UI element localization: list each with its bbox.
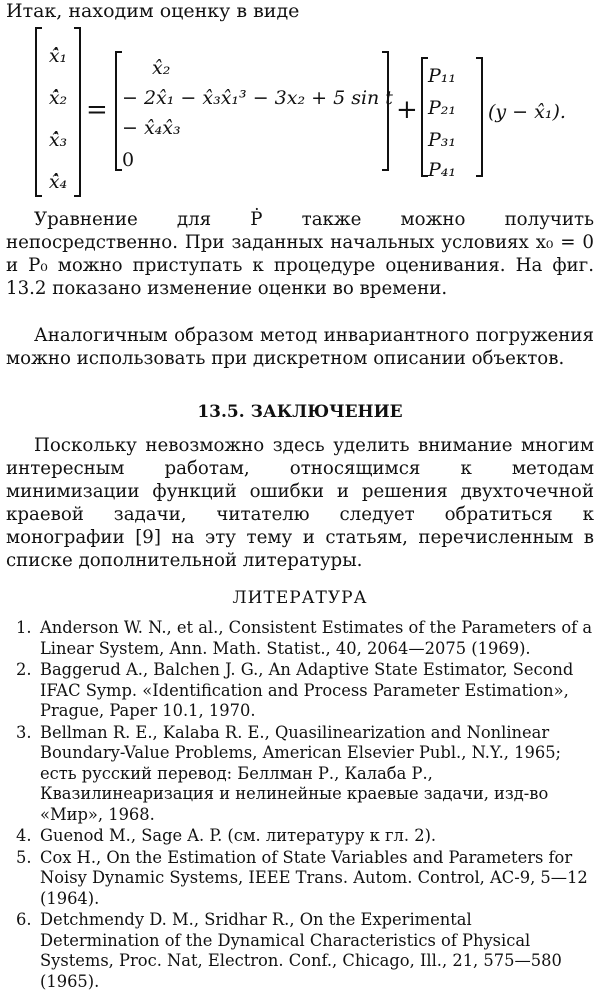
reference-item: 3. Bellman R. E., Kalaba R. E., Quasilinearization and Nonlinear Boundary-Value Problems, American Elsevier Publ., N.Y., 1965; есть русский перевод: Беллман Р., Калаба Р., Квазилинеаризация и нелинейные краевые задачи, изд-во «Мир», 1968. bbox=[16, 722, 562, 824]
reference-item: 2. Baggerud A., Balchen J. G., An Adaptive State Estimator, Second IFAC Symp. «Identification and Process Parameter Estimation», Prague, Paper 10.1, 1970. bbox=[16, 660, 574, 720]
gain-3: P₃₁ bbox=[428, 129, 457, 151]
state-3: x̂̇₃ bbox=[48, 129, 68, 151]
reference-item: 5. Cox H., On the Estimation of State Variables and Parameters for Noisy Dynamic Systems, IEEE Trans. Autom. Control, AC-9, 5—12 (1964). bbox=[16, 847, 588, 908]
rhs-4: 0 bbox=[122, 149, 135, 171]
plus-sign: + bbox=[396, 95, 418, 125]
equals-sign: = bbox=[86, 95, 108, 125]
paragraph-conclusion: Поскольку невозможно здесь уделить внимание многим интересным работам, относящимся к методам минимизации функций ошибки и решения двухточечной краевой задачи, читателю следует обратиться к монографии [9] на эту тему и статьям, перечисленным в списке дополнительной литературы. bbox=[6, 435, 594, 571]
reference-item: 4. Guenod M., Sage A. P. (см. литературу к гл. 2). bbox=[16, 826, 437, 845]
rhs-1: x̂₂ bbox=[152, 57, 171, 79]
state-2: x̂̇₂ bbox=[48, 87, 68, 109]
rhs-2: − 2x̂₁ − x̂₃x̂₁³ − 3x₂ + 5 sin t bbox=[122, 87, 393, 109]
gain-bracket-close bbox=[476, 58, 482, 176]
section-title: 13.5. ЗАКЛЮЧЕНИЕ bbox=[197, 402, 403, 422]
gain-2: P₂₁ bbox=[428, 97, 457, 119]
paragraph-p-equation: Уравнение для Ṗ также можно получить непосредственно. При заданных начальных условиях x₀ = 0 и P₀ можно приступать к процедуре оценивания. На фиг. 13.2 показано изменение оценки во времени. bbox=[6, 209, 594, 299]
middle-bracket-close bbox=[382, 52, 388, 170]
innovation-term: (y − x̂₁). bbox=[488, 101, 566, 123]
intro-line: Итак, находим оценку в виде bbox=[6, 0, 300, 22]
reference-item: 1. Anderson W. N., et al., Consistent Estimates of the Parameters of a Linear System, Ann. Math. Statist., 40, 2064—2075 (1969). bbox=[16, 618, 593, 658]
state-1: x̂̇₁ bbox=[48, 45, 68, 67]
references-title: ЛИТЕРАТУРА bbox=[232, 588, 368, 608]
left-bracket-close bbox=[74, 28, 80, 196]
state-4: x̂̇₄ bbox=[48, 171, 68, 193]
gain-1: P₁₁ bbox=[428, 65, 457, 87]
left-bracket-open bbox=[36, 28, 42, 196]
reference-item: 6. Detchmendy D. M., Sridhar R., On the Experimental Determination of the Dynamical Characteristics of Physical Systems, Proc. Nat, Electron. Conf., Chicago, Ill., 21, 575—580 (1965). bbox=[16, 910, 562, 991]
rhs-3: − x̂₄x̂₃ bbox=[122, 117, 181, 139]
paragraph-discrete: Аналогичным образом метод инвариантного погружения можно использовать при дискретном описании объектов. bbox=[6, 325, 594, 369]
state-equation bbox=[0, 22, 600, 202]
gain-4: P₄₁ bbox=[428, 159, 457, 181]
reference-list bbox=[0, 618, 600, 993]
